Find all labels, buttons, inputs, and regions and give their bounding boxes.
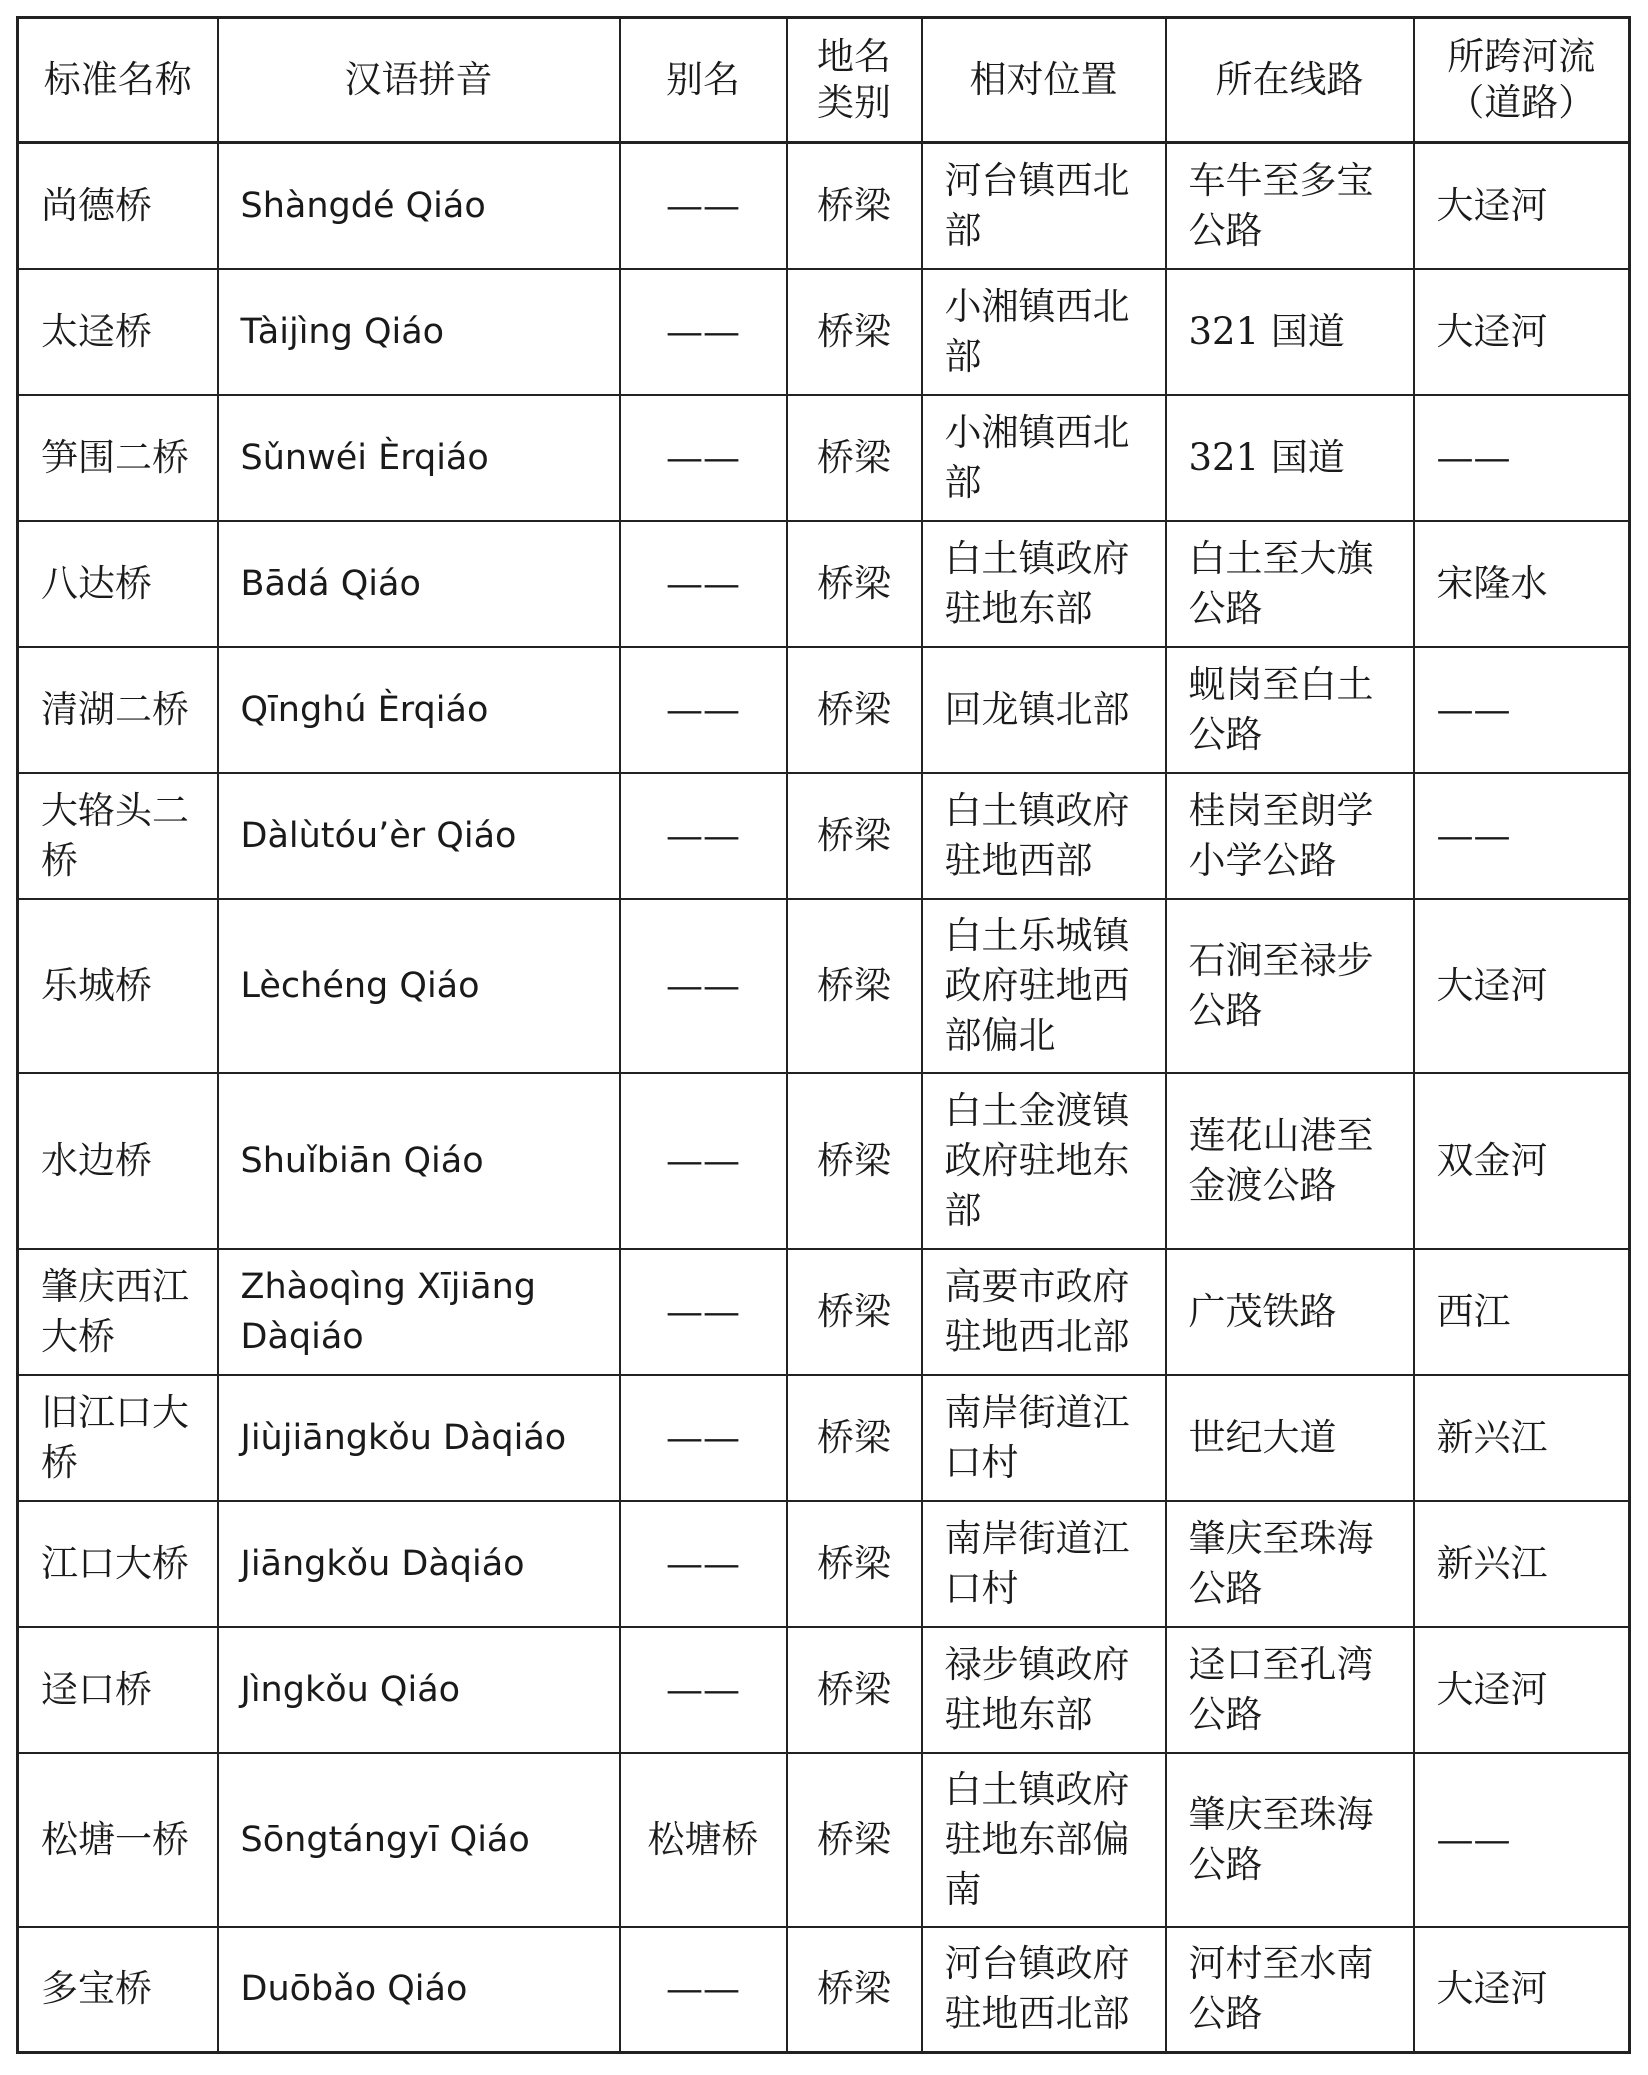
cell-route: 迳口至孔湾公路 — [1166, 1627, 1414, 1753]
header-route: 所在线路 — [1166, 18, 1414, 143]
cell-river: 新兴江 — [1414, 1375, 1630, 1501]
cell-category: 桥梁 — [787, 899, 922, 1073]
cell-pinyin: Shuǐbiān Qiáo — [218, 1073, 620, 1249]
header-category — [787, 18, 922, 143]
cell-alias: —— — [620, 269, 787, 395]
cell-position: 小湘镇西北部 — [922, 269, 1166, 395]
cell-route: 车牛至多宝公路 — [1166, 143, 1414, 269]
cell-position: 南岸街道江口村 — [922, 1501, 1166, 1627]
cell-river: 新兴江 — [1414, 1501, 1630, 1627]
cell-category: 桥梁 — [787, 269, 922, 395]
cell-river: 西江 — [1414, 1249, 1630, 1375]
table-row — [18, 1375, 1630, 1501]
cell-alias: —— — [620, 647, 787, 773]
cell-name: 旧江口大桥 — [18, 1375, 218, 1501]
cell-name: 清湖二桥 — [18, 647, 218, 773]
cell-name: 八达桥 — [18, 521, 218, 647]
cell-route: 肇庆至珠海公路 — [1166, 1501, 1414, 1627]
cell-category: 桥梁 — [787, 395, 922, 521]
cell-position: 河台镇西北部 — [922, 143, 1166, 269]
cell-name: 水边桥 — [18, 1073, 218, 1249]
header-name: 标准名称 — [18, 18, 218, 143]
table-row — [18, 647, 1630, 773]
table-row — [18, 1753, 1630, 1927]
cell-pinyin: Sǔnwéi Èrqiáo — [218, 395, 620, 521]
cell-alias: —— — [620, 1501, 787, 1627]
table-row — [18, 1501, 1630, 1627]
cell-river: 大迳河 — [1414, 1927, 1630, 2053]
cell-category: 桥梁 — [787, 1753, 922, 1927]
cell-alias: —— — [620, 899, 787, 1073]
cell-name: 迳口桥 — [18, 1627, 218, 1753]
cell-river: —— — [1414, 1753, 1630, 1927]
cell-route: 321 国道 — [1166, 269, 1414, 395]
cell-route: 广茂铁路 — [1166, 1249, 1414, 1375]
cell-category: 桥梁 — [787, 1627, 922, 1753]
table-row — [18, 899, 1630, 1073]
table-row — [18, 773, 1630, 899]
cell-name: 松塘一桥 — [18, 1753, 218, 1927]
cell-route: 肇庆至珠海公路 — [1166, 1753, 1414, 1927]
cell-position: 高要市政府驻地西北部 — [922, 1249, 1166, 1375]
bridge-place-name-table — [16, 16, 1631, 2054]
table-row — [18, 1073, 1630, 1249]
cell-category: 桥梁 — [787, 1073, 922, 1249]
cell-alias: —— — [620, 1375, 787, 1501]
cell-category: 桥梁 — [787, 143, 922, 269]
table-row — [18, 521, 1630, 647]
cell-pinyin: Jiāngkǒu Dàqiáo — [218, 1501, 620, 1627]
cell-category: 桥梁 — [787, 1927, 922, 2053]
cell-position: 小湘镇西北部 — [922, 395, 1166, 521]
cell-pinyin: Shàngdé Qiáo — [218, 143, 620, 269]
cell-river: 大迳河 — [1414, 1627, 1630, 1753]
cell-alias: —— — [620, 395, 787, 521]
cell-category: 桥梁 — [787, 1375, 922, 1501]
cell-alias: —— — [620, 1249, 787, 1375]
cell-position: 白土乐城镇政府驻地西部偏北 — [922, 899, 1166, 1073]
cell-category: 桥梁 — [787, 773, 922, 899]
table-row — [18, 1249, 1630, 1375]
cell-route: 河村至水南公路 — [1166, 1927, 1414, 2053]
cell-name: 尚德桥 — [18, 143, 218, 269]
cell-pinyin: Dàlùtóu’èr Qiáo — [218, 773, 620, 899]
cell-position: 回龙镇北部 — [922, 647, 1166, 773]
cell-name: 多宝桥 — [18, 1927, 218, 2053]
cell-alias: 松塘桥 — [620, 1753, 787, 1927]
cell-name: 太迳桥 — [18, 269, 218, 395]
cell-river: 双金河 — [1414, 1073, 1630, 1249]
cell-route: 321 国道 — [1166, 395, 1414, 521]
header-pinyin: 汉语拼音 — [218, 18, 620, 143]
cell-pinyin: Zhàoqìng Xījiāng Dàqiáo — [218, 1249, 620, 1375]
cell-route: 白土至大旗公路 — [1166, 521, 1414, 647]
cell-alias: —— — [620, 1927, 787, 2053]
cell-route: 世纪大道 — [1166, 1375, 1414, 1501]
header-category-line1: 地名 — [817, 35, 891, 78]
table-header — [18, 18, 1630, 143]
cell-river: —— — [1414, 773, 1630, 899]
table-row — [18, 143, 1630, 269]
cell-route: 桂岗至朗学小学公路 — [1166, 773, 1414, 899]
cell-position: 白土镇政府驻地西部 — [922, 773, 1166, 899]
header-alias: 别名 — [620, 18, 787, 143]
cell-position: 白土金渡镇政府驻地东部 — [922, 1073, 1166, 1249]
table-row — [18, 269, 1630, 395]
cell-pinyin: Qīnghú Èrqiáo — [218, 647, 620, 773]
cell-river: 宋隆水 — [1414, 521, 1630, 647]
cell-route: 石涧至禄步公路 — [1166, 899, 1414, 1073]
cell-pinyin: Tàijìng Qiáo — [218, 269, 620, 395]
cell-name: 笋围二桥 — [18, 395, 218, 521]
table-row — [18, 1927, 1630, 2053]
cell-position: 白土镇政府驻地东部 — [922, 521, 1166, 647]
cell-category: 桥梁 — [787, 647, 922, 773]
header-river-line2: （道路） — [1447, 81, 1596, 124]
cell-river: 大迳河 — [1414, 899, 1630, 1073]
cell-category: 桥梁 — [787, 1249, 922, 1375]
cell-name: 江口大桥 — [18, 1501, 218, 1627]
header-category-line2: 类别 — [817, 81, 891, 124]
cell-position: 禄步镇政府驻地东部 — [922, 1627, 1166, 1753]
cell-alias: —— — [620, 521, 787, 647]
cell-alias: —— — [620, 1627, 787, 1753]
cell-position: 河台镇政府驻地西北部 — [922, 1927, 1166, 2053]
table-row — [18, 395, 1630, 521]
cell-river: —— — [1414, 647, 1630, 773]
cell-alias: —— — [620, 143, 787, 269]
cell-pinyin: Duōbǎo Qiáo — [218, 1927, 620, 2053]
cell-river: —— — [1414, 395, 1630, 521]
cell-pinyin: Bādá Qiáo — [218, 521, 620, 647]
cell-pinyin: Jìngkǒu Qiáo — [218, 1627, 620, 1753]
cell-route: 蚬岗至白土公路 — [1166, 647, 1414, 773]
cell-position: 白土镇政府驻地东部偏南 — [922, 1753, 1166, 1927]
cell-alias: —— — [620, 1073, 787, 1249]
cell-position: 南岸街道江口村 — [922, 1375, 1166, 1501]
cell-name: 肇庆西江大桥 — [18, 1249, 218, 1375]
cell-pinyin: Lèchéng Qiáo — [218, 899, 620, 1073]
cell-category: 桥梁 — [787, 521, 922, 647]
header-row — [18, 18, 1630, 143]
header-river — [1414, 18, 1630, 143]
header-position: 相对位置 — [922, 18, 1166, 143]
table-row — [18, 1627, 1630, 1753]
cell-river: 大迳河 — [1414, 143, 1630, 269]
cell-route: 莲花山港至金渡公路 — [1166, 1073, 1414, 1249]
cell-pinyin: Jiùjiāngkǒu Dàqiáo — [218, 1375, 620, 1501]
cell-pinyin: Sōngtángyī Qiáo — [218, 1753, 620, 1927]
cell-alias: —— — [620, 773, 787, 899]
cell-category: 桥梁 — [787, 1501, 922, 1627]
table-body — [18, 143, 1630, 2053]
header-river-line1: 所跨河流 — [1447, 35, 1596, 78]
cell-river: 大迳河 — [1414, 269, 1630, 395]
cell-name: 乐城桥 — [18, 899, 218, 1073]
place-name-table-container — [16, 16, 1628, 2054]
cell-name: 大辂头二桥 — [18, 773, 218, 899]
